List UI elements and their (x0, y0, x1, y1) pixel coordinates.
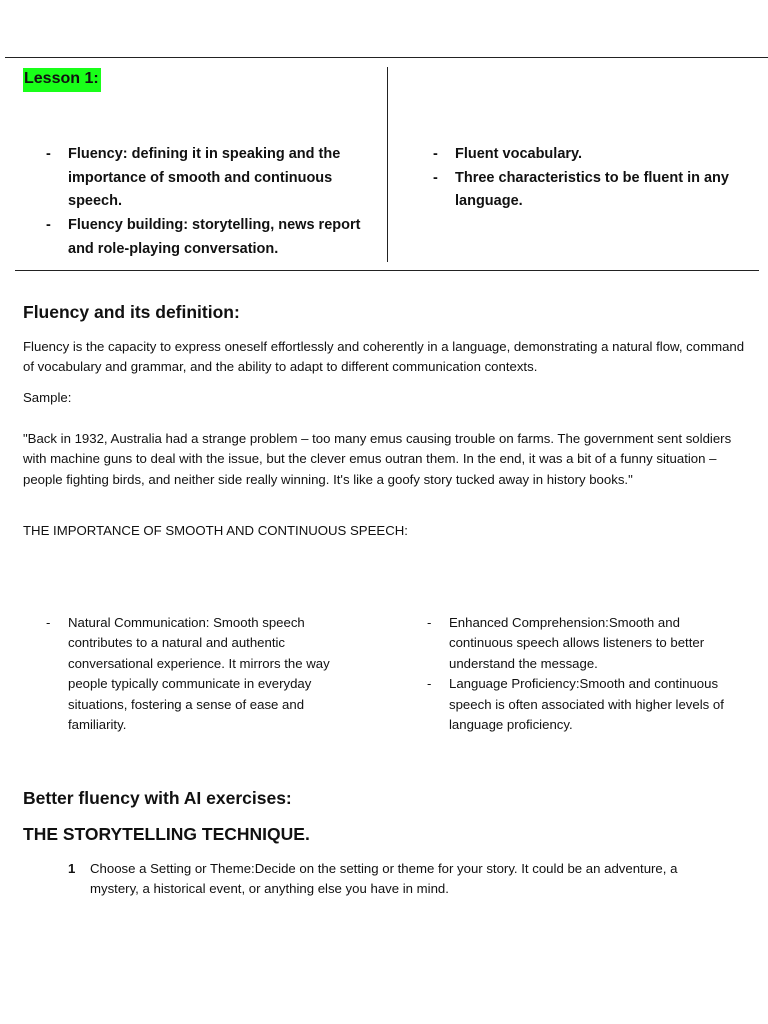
table-bottom-rule (15, 270, 759, 271)
storytelling-steps (68, 859, 728, 900)
lesson-title: Lesson 1: (23, 68, 101, 92)
list-item (427, 674, 747, 735)
topic-text: Three characteristics to be fluent in any language. (455, 169, 729, 210)
list-item (433, 167, 753, 214)
importance-text: Language Proficiency:Smooth and continuous speech is often associated with higher levels of language proficiency. (449, 676, 724, 733)
list-item (46, 143, 366, 214)
sample-quote: "Back in 1932, Australia had a strange problem – too many emus causing trouble on farms. The government sent soldiers with machine guns to deal with the issue, but the clever emus outran them. In the end, it was a bit of a funny situation – people fighting birds, and neither side really winning. It's like a goofy story tucked away in history books." (23, 431, 732, 487)
list-item (46, 214, 366, 261)
list-item (46, 613, 351, 735)
dash-bullet: - (46, 615, 51, 630)
storytelling-heading: THE STORYTELLING TECHNIQUE. (23, 824, 310, 844)
topics-right-list (433, 143, 753, 214)
importance-left-list (46, 613, 351, 735)
topic-text: Fluency building: storytelling, news report and role-playing conversation. (68, 217, 361, 257)
definition-paragraph: Fluency is the capacity to express oneself effortlessly and coherently in a language, demonstrating a natural flow, command of vocabulary and grammar, and the ability to adapt to different communication contexts. (23, 339, 745, 375)
dash-bullet: - (433, 169, 438, 186)
topics-left-list (46, 143, 366, 262)
dash-bullet: - (427, 615, 432, 630)
step-number: 1 (68, 861, 76, 876)
importance-heading: THE IMPORTANCE OF SMOOTH AND CONTINUOUS SPEECH: (23, 523, 408, 538)
importance-text: Natural Communication: Smooth speech contributes to a natural and authentic conversational experience. It mirrors the way people typically communicate in everyday situations, fostering a sense of ease and familiarity. (68, 615, 330, 733)
top-rule (5, 57, 768, 58)
importance-text: Enhanced Comprehension:Smooth and continuous speech allows listeners to better understand the message. (449, 615, 705, 671)
topic-text: Fluent vocabulary. (455, 146, 583, 162)
list-item (427, 613, 747, 674)
definition-heading: Fluency and its definition: (23, 302, 240, 322)
dash-bullet: - (433, 146, 438, 162)
step-text: Choose a Setting or Theme:Decide on the setting or theme for your story. It could be an adventure, a mystery, a historical event, or anything else you have in mind. (90, 861, 678, 897)
topic-text: Fluency: defining it in speaking and the importance of smooth and continuous speech. (68, 146, 341, 210)
sample-label: Sample: (23, 390, 72, 405)
list-item (68, 859, 728, 900)
importance-right-list (427, 613, 747, 735)
dash-bullet: - (46, 217, 51, 234)
table-column-divider (387, 67, 388, 262)
dash-bullet: - (46, 146, 51, 162)
ai-exercises-heading: Better fluency with AI exercises: (23, 788, 292, 808)
list-item (433, 143, 753, 167)
dash-bullet: - (427, 676, 432, 692)
